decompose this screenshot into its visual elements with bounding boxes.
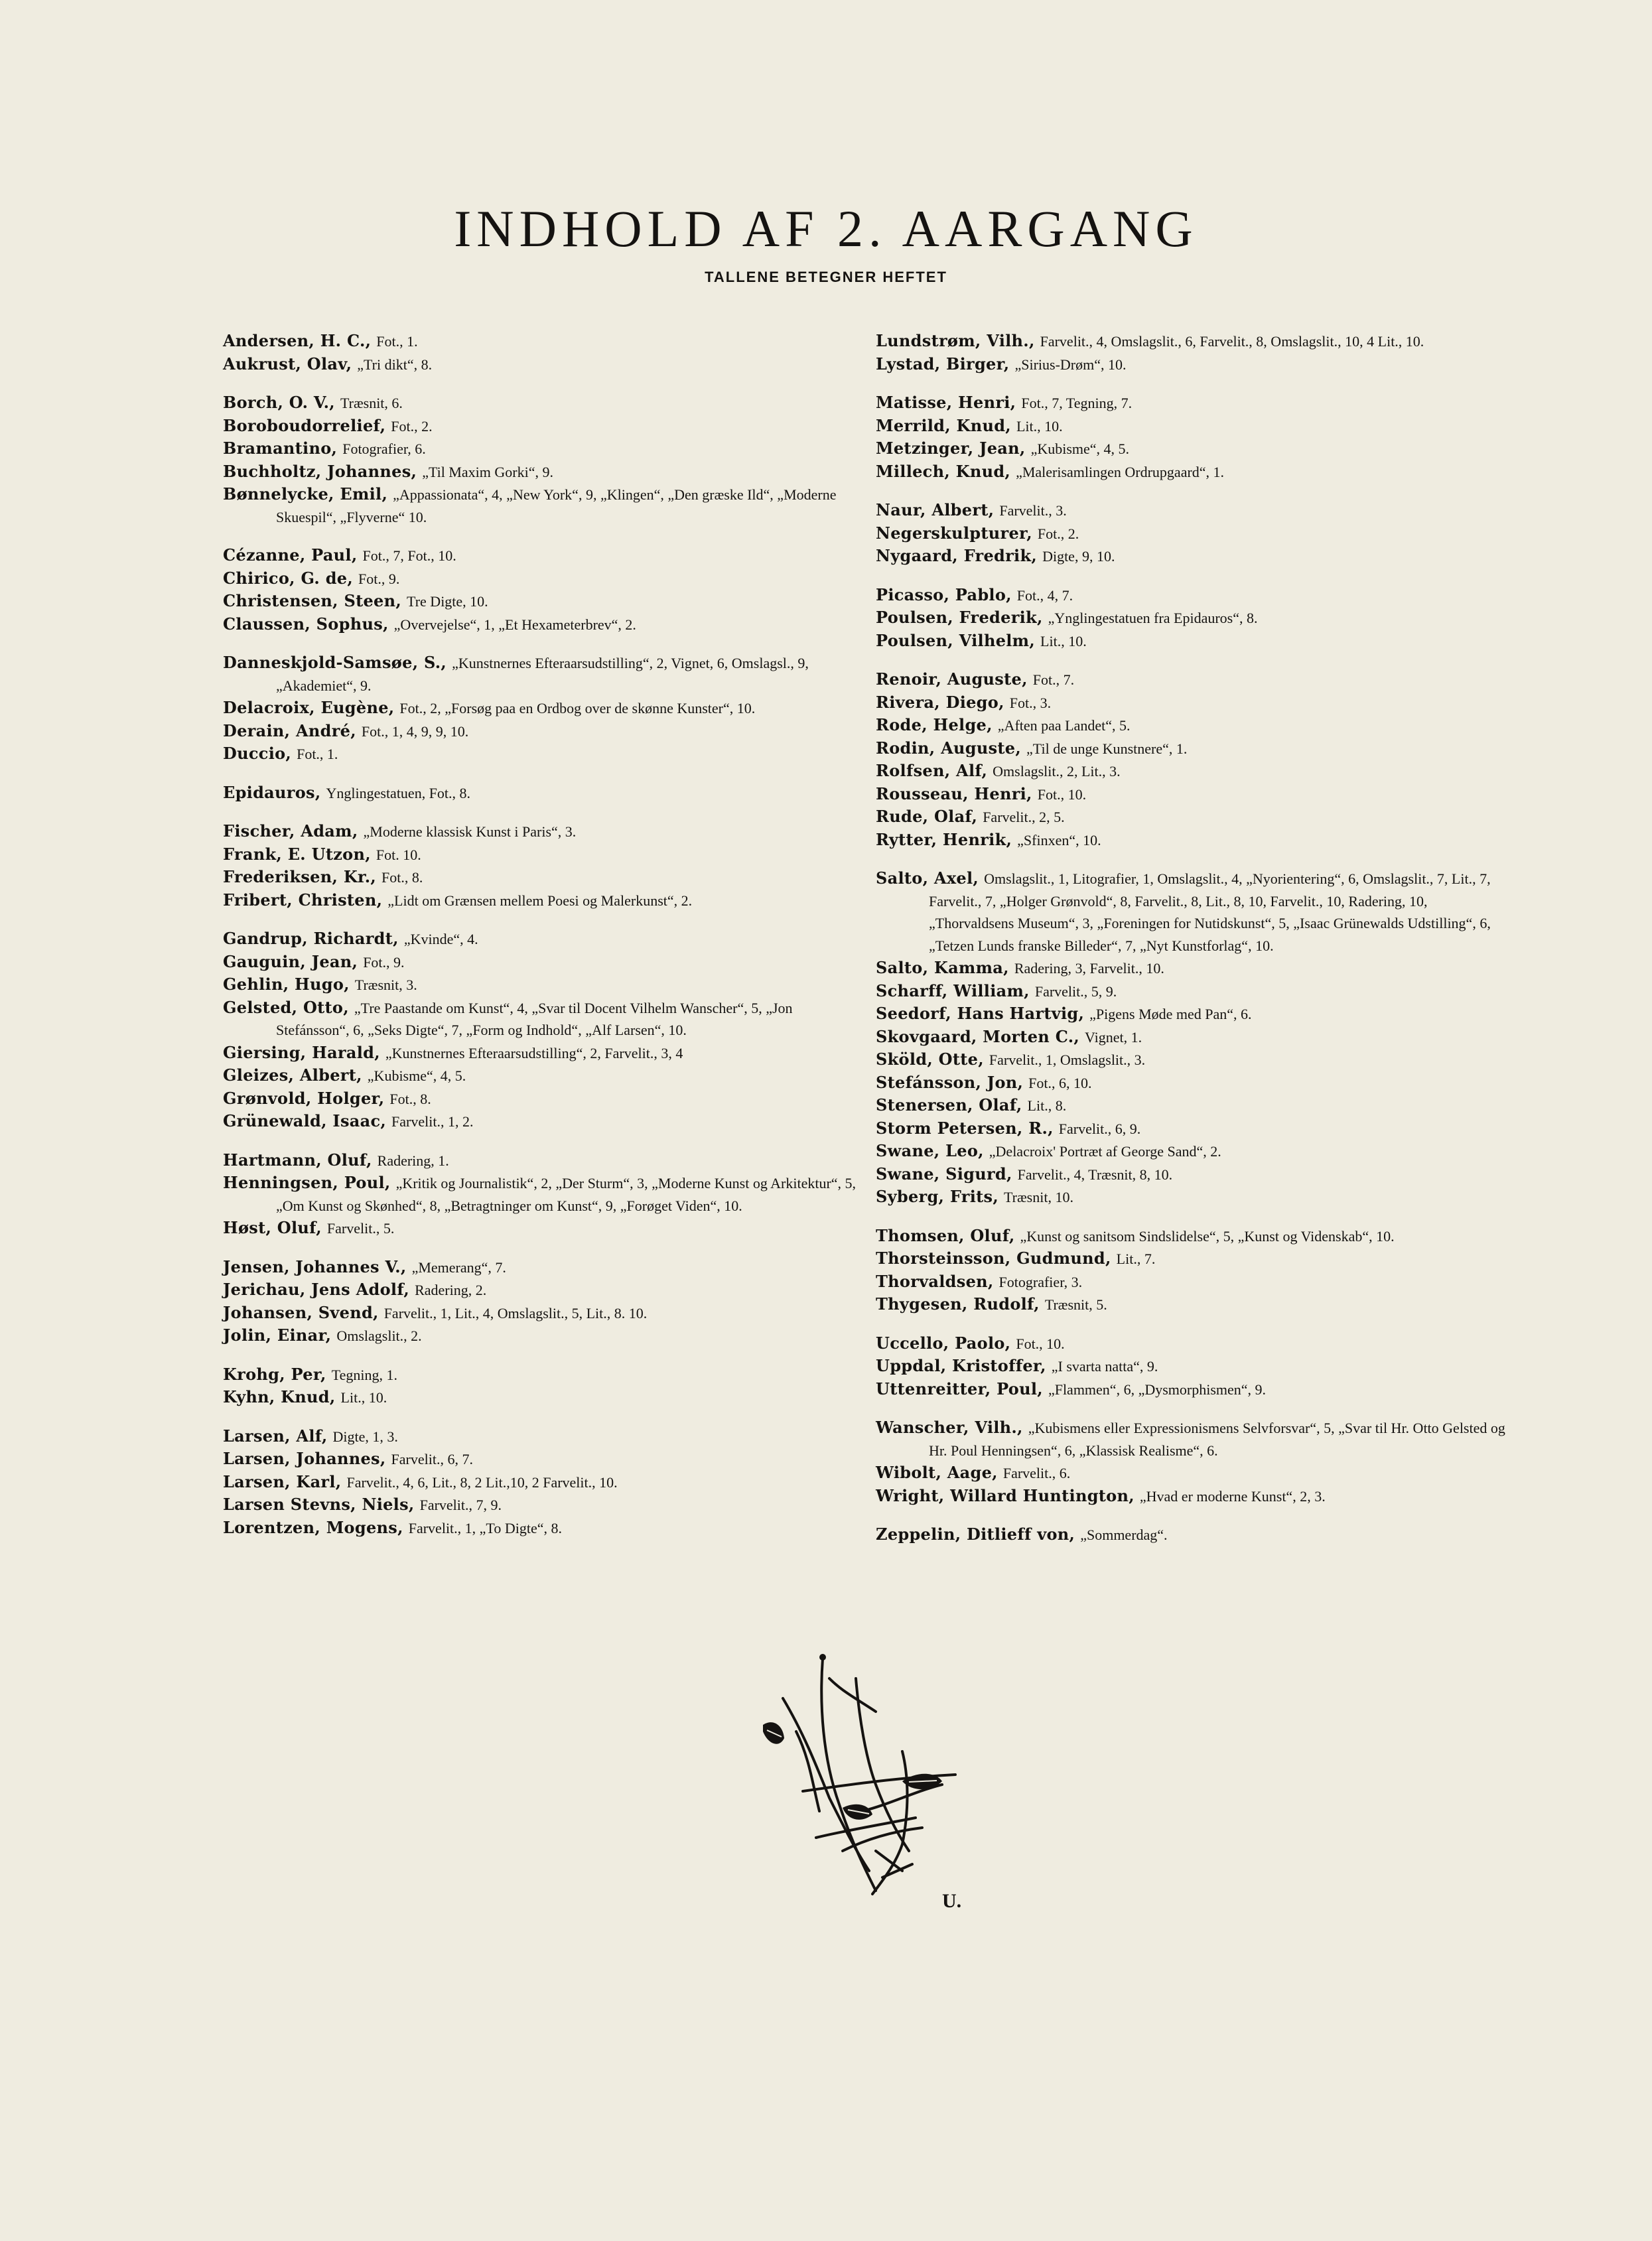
entry-description: Omslagslit., 2, Lit., 3. bbox=[993, 763, 1121, 780]
entry-description: „Kritik og Journalistik“, 2, „Der Sturm“, 3, „Moderne Kunst og Arkitektur“, 5, „Om Kunst og Skønhed“, 8, „Betragtninger om Kunst“, 9, „Forøget Viden“, 10. bbox=[276, 1175, 857, 1214]
page-subtitle: TALLENE BETEGNER HEFTET bbox=[705, 269, 947, 285]
entry-description: Fot., 1, 4, 9, 9, 10. bbox=[361, 722, 469, 740]
index-entry bbox=[876, 1248, 1513, 1271]
index-letter-group bbox=[876, 669, 1513, 852]
index-entry bbox=[223, 1111, 860, 1134]
entry-name: Derain, André, bbox=[223, 720, 356, 740]
index-entry bbox=[876, 1417, 1513, 1462]
index-letter-group bbox=[223, 330, 860, 376]
index-entry bbox=[223, 614, 860, 637]
entry-description: Digte, 9, 10. bbox=[1042, 548, 1115, 565]
entry-name: Millech, Knud, bbox=[876, 461, 1011, 481]
entry-name: Lundstrøm, Vilh., bbox=[876, 331, 1035, 350]
entry-description: „Moderne klassisk Kunst i Paris“, 3. bbox=[363, 823, 577, 840]
index-letter-group bbox=[223, 1426, 860, 1540]
entry-description: Fotografier, 3. bbox=[998, 1273, 1083, 1290]
index-letter-group bbox=[223, 1150, 860, 1241]
entry-description: „Pigens Møde med Pan“, 6. bbox=[1089, 1006, 1252, 1022]
entry-name: Negerskulpturer, bbox=[876, 523, 1032, 543]
entry-name: Larsen, Alf, bbox=[223, 1426, 328, 1446]
entry-name: Sköld, Otte, bbox=[876, 1050, 984, 1069]
entry-description: Lit., 10. bbox=[1040, 632, 1087, 649]
entry-name: Poulsen, Frederik, bbox=[876, 608, 1043, 627]
index-entry bbox=[223, 1088, 860, 1111]
entry-name: Scharff, William, bbox=[876, 981, 1030, 1000]
entry-name: Syberg, Frits, bbox=[876, 1187, 998, 1206]
entry-description: Radering, 3, Farvelit., 10. bbox=[1014, 960, 1164, 977]
entry-name: Thomsen, Oluf, bbox=[876, 1225, 1015, 1245]
entry-name: Danneskjold-Samsøe, S., bbox=[223, 653, 447, 672]
entry-description: Fot., 7, Tegning, 7. bbox=[1021, 395, 1133, 411]
entry-description: Fot., 3. bbox=[1009, 694, 1052, 711]
index-entry bbox=[876, 438, 1513, 461]
index-entry bbox=[876, 806, 1513, 829]
index-letter-group bbox=[876, 1524, 1513, 1547]
entry-description: „Kubisme“, 4, 5. bbox=[367, 1067, 466, 1084]
entry-description: Fot., 9. bbox=[358, 570, 400, 587]
index-entry bbox=[876, 868, 1513, 957]
index-entry bbox=[876, 738, 1513, 761]
index-column-left bbox=[223, 330, 860, 1556]
entry-name: Boroboudorrelief, bbox=[223, 415, 386, 435]
entry-name: Jolin, Einar, bbox=[223, 1325, 332, 1345]
index-entry bbox=[876, 1003, 1513, 1026]
entry-description: Radering, 1. bbox=[377, 1152, 449, 1169]
entry-description: Træsnit, 6. bbox=[340, 395, 403, 411]
index-entry bbox=[876, 523, 1513, 546]
entry-name: Cézanne, Paul, bbox=[223, 545, 358, 565]
entry-description: Farvelit., 1, „To Digte“, 8. bbox=[408, 1519, 562, 1536]
vignette-signature: U. bbox=[942, 1890, 962, 1912]
entry-name: Christensen, Steen, bbox=[223, 591, 402, 610]
entry-description: „Kunstnernes Efteraarsudstilling“, 2, Vignet, 6, Omslagsl., 9, „Akademiet“, 9. bbox=[276, 655, 809, 694]
index-entry bbox=[876, 1072, 1513, 1095]
entry-name: Andersen, H. C., bbox=[223, 331, 372, 350]
index-letter-group bbox=[876, 1417, 1513, 1508]
entry-name: Rode, Helge, bbox=[876, 715, 993, 734]
index-entry bbox=[876, 354, 1513, 377]
entry-name: Jensen, Johannes V., bbox=[223, 1256, 407, 1276]
index-entry bbox=[876, 760, 1513, 783]
entry-name: Buchholtz, Johannes, bbox=[223, 461, 417, 481]
index-entry bbox=[223, 1517, 860, 1540]
index-entry bbox=[876, 1355, 1513, 1379]
index-entry bbox=[876, 1294, 1513, 1317]
entry-name: Epidauros, bbox=[223, 782, 321, 802]
index-letter-group bbox=[876, 330, 1513, 376]
index-entry bbox=[223, 1172, 860, 1217]
index-letter-group bbox=[876, 1225, 1513, 1317]
entry-name: Kyhn, Knud, bbox=[223, 1387, 336, 1406]
entry-name: Stenersen, Olaf, bbox=[876, 1095, 1022, 1115]
entry-description: Fot., 6, 10. bbox=[1028, 1074, 1092, 1091]
index-entry bbox=[223, 1256, 860, 1280]
entry-description: „Lidt om Grænsen mellem Poesi og Malerkunst“, 2. bbox=[387, 892, 693, 909]
entry-description: Fot., 2. bbox=[1037, 525, 1079, 542]
index-entry bbox=[876, 1095, 1513, 1118]
index-entry bbox=[223, 844, 860, 867]
entry-description: Fot., 7, Fot., 10. bbox=[362, 547, 456, 564]
entry-name: Borch, O. V., bbox=[223, 393, 335, 412]
entry-description: Fot., 2. bbox=[391, 417, 433, 435]
index-entry bbox=[876, 461, 1513, 484]
entry-description: Træsnit, 5. bbox=[1044, 1296, 1107, 1313]
entry-name: Grünewald, Isaac, bbox=[223, 1111, 387, 1130]
entry-description: Fot., 8. bbox=[389, 1090, 431, 1107]
entry-name: Lorentzen, Mogens, bbox=[223, 1517, 403, 1537]
entry-name: Wanscher, Vilh., bbox=[876, 1418, 1023, 1437]
entry-description: Farvelit., 4, Omslagslit., 6, Farvelit., 8, Omslagslit., 10, 4 Lit., 10. bbox=[1040, 333, 1424, 350]
index-entry bbox=[876, 1140, 1513, 1164]
entry-description: „Delacroix' Portræt af George Sand“, 2. bbox=[989, 1143, 1221, 1160]
entry-name: Rytter, Henrik, bbox=[876, 829, 1012, 849]
index-entry bbox=[223, 1494, 860, 1517]
entry-description: Fot., 8. bbox=[381, 869, 423, 886]
index-entry bbox=[876, 692, 1513, 715]
entry-description: Farvelit., 5. bbox=[326, 1220, 395, 1237]
entry-name: Poulsen, Vilhelm, bbox=[876, 630, 1036, 650]
index-entry bbox=[876, 500, 1513, 523]
entry-name: Thygesen, Rudolf, bbox=[876, 1294, 1040, 1314]
entry-name: Uppdal, Kristoffer, bbox=[876, 1356, 1046, 1375]
entry-description: „Ynglingestatuen fra Epidauros“, 8. bbox=[1048, 610, 1258, 626]
entry-name: Fribert, Christen, bbox=[223, 890, 383, 910]
entry-description: Farvelit., 1, Lit., 4, Omslagslit., 5, Lit., 8. 10. bbox=[383, 1304, 648, 1322]
index-entry bbox=[223, 1325, 860, 1348]
entry-description: Farvelit., 6, 9. bbox=[1058, 1120, 1141, 1137]
entry-description: „Flammen“, 6, „Dysmorphismen“, 9. bbox=[1048, 1381, 1267, 1398]
index-entry bbox=[223, 415, 860, 439]
entry-description: „Tre Paastande om Kunst“, 4, „Svar til Docent Vilhelm Wanscher“, 5, „Jon Stefánsson“, 6, „Seks Digte“, 7, „Form og Indhold“, „Alf Larsen“, 10. bbox=[276, 999, 793, 1038]
page-title: INDHOLD AF 2. AARGANG bbox=[454, 200, 1198, 257]
entry-name: Thorvaldsen, bbox=[876, 1271, 994, 1291]
entry-name: Grønvold, Holger, bbox=[223, 1088, 385, 1108]
entry-description: Farvelit., 6, 7. bbox=[391, 1451, 473, 1467]
entry-description: Lit., 8. bbox=[1027, 1097, 1067, 1114]
entry-description: Omslagslit., 2. bbox=[336, 1327, 422, 1344]
entry-name: Krohg, Per, bbox=[223, 1364, 326, 1384]
index-entry bbox=[876, 1164, 1513, 1187]
index-entry bbox=[223, 1364, 860, 1387]
entry-description: Farvelit., 2, 5. bbox=[983, 809, 1065, 825]
index-column-right bbox=[876, 330, 1513, 1563]
entry-name: Larsen, Karl, bbox=[223, 1471, 342, 1491]
entry-description: „Til Maxim Gorki“, 9. bbox=[422, 463, 553, 480]
entry-name: Høst, Oluf, bbox=[223, 1218, 322, 1237]
index-letter-group bbox=[876, 392, 1513, 484]
entry-description: Fotografier, 6. bbox=[342, 441, 426, 457]
index-entry bbox=[876, 1225, 1513, 1249]
index-entry bbox=[876, 1186, 1513, 1209]
entry-name: Rolfsen, Alf, bbox=[876, 761, 988, 780]
entry-description: Tre Digte, 10. bbox=[407, 593, 488, 610]
entry-name: Salto, Axel, bbox=[876, 868, 979, 888]
entry-description: Ynglingestatuen, Fot., 8. bbox=[326, 784, 471, 801]
entry-description: „Hvad er moderne Kunst“, 2, 3. bbox=[1139, 1487, 1326, 1505]
entry-name: Swane, Leo, bbox=[876, 1141, 984, 1160]
index-entry bbox=[223, 890, 860, 913]
entry-description: Omslagslit., 1, Litografier, 1, Omslagslit., 4, „Nyorientering“, 6, Omslagslit., 7, Lit., 7, Farvelit., 7, „Holger Grønvold“, 8, Farvelit., 8, Lit., 8, 10, Farvelit., 10, Radering, 10, „Thorvaldsens Museum“, 3, „Foreningen for Nutidskunst“, 5, „Isaac Grünewalds Udstilling“, 6, „Tetzen Lunds franske Billeder“, 7, „Nyt Kunstforlag“, 10. bbox=[929, 870, 1491, 954]
index-entry bbox=[223, 997, 860, 1042]
entry-description: „Malerisamlingen Ordrupgaard“, 1. bbox=[1016, 463, 1225, 480]
index-entry bbox=[223, 438, 860, 461]
index-letter-group bbox=[876, 584, 1513, 653]
entry-name: Seedorf, Hans Hartvig, bbox=[876, 1004, 1085, 1023]
index-letter-group bbox=[223, 1364, 860, 1410]
index-entry bbox=[876, 392, 1513, 415]
entry-name: Gleizes, Albert, bbox=[223, 1065, 362, 1085]
entry-description: Træsnit, 10. bbox=[1004, 1189, 1073, 1205]
index-entry bbox=[223, 1302, 860, 1325]
entry-description: „Kunstnernes Efteraarsudstilling“, 2, Farvelit., 3, 4 bbox=[385, 1044, 683, 1061]
entry-name: Skovgaard, Morten C., bbox=[876, 1026, 1080, 1046]
entry-description: Farvelit., 4, 6, Lit., 8, 2 Lit.,10, 2 Farvelit., 10. bbox=[346, 1473, 618, 1491]
index-letter-group bbox=[223, 928, 860, 1134]
entry-name: Claussen, Sophus, bbox=[223, 614, 389, 634]
entry-description: Digte, 1, 3. bbox=[332, 1428, 398, 1445]
index-entry bbox=[223, 821, 860, 844]
index-entry bbox=[876, 607, 1513, 630]
index-letter-group bbox=[223, 392, 860, 529]
index-entry bbox=[223, 568, 860, 591]
entry-description: Træsnit, 3. bbox=[354, 977, 417, 993]
entry-name: Bønnelycke, Emil, bbox=[223, 484, 388, 504]
index-entry bbox=[223, 461, 860, 484]
index-entry bbox=[876, 1049, 1513, 1072]
entry-name: Frank, E. Utzon, bbox=[223, 844, 371, 864]
entry-description: Farvelit., 5, 9. bbox=[1034, 983, 1117, 1000]
entry-description: Lit., 10. bbox=[1016, 417, 1063, 435]
entry-name: Larsen, Johannes, bbox=[223, 1449, 386, 1468]
entry-name: Bramantino, bbox=[223, 439, 338, 458]
entry-description: Fot. 10. bbox=[376, 846, 421, 863]
entry-description: Vignet, 1. bbox=[1085, 1028, 1142, 1046]
index-letter-group bbox=[223, 821, 860, 912]
entry-description: „Sirius-Drøm“, 10. bbox=[1014, 356, 1127, 373]
index-entry bbox=[876, 1379, 1513, 1402]
entry-description: Farvelit., 1, 2. bbox=[391, 1113, 474, 1130]
entry-name: Uttenreitter, Poul, bbox=[876, 1379, 1043, 1398]
entry-name: Gandrup, Richardt, bbox=[223, 929, 399, 948]
index-letter-group bbox=[876, 1333, 1513, 1402]
entry-name: Rude, Olaf, bbox=[876, 807, 978, 826]
index-entry bbox=[876, 957, 1513, 981]
index-entry bbox=[876, 1333, 1513, 1356]
entry-name: Nygaard, Fredrik, bbox=[876, 546, 1038, 565]
index-entry bbox=[223, 330, 860, 354]
index-entry bbox=[876, 584, 1513, 608]
entry-description: Fot., 10. bbox=[1016, 1335, 1065, 1352]
entry-description: Fot., 4, 7. bbox=[1016, 586, 1073, 604]
entry-description: Farvelit., 6. bbox=[1002, 1465, 1071, 1481]
index-entry bbox=[223, 1387, 860, 1410]
entry-name: Renoir, Auguste, bbox=[876, 669, 1028, 689]
entry-description: „I svarta natta“, 9. bbox=[1051, 1358, 1158, 1375]
index-entry bbox=[876, 981, 1513, 1004]
entry-description: „Kubisme“, 4, 5. bbox=[1030, 441, 1130, 457]
index-letter-group bbox=[876, 500, 1513, 569]
index-entry bbox=[223, 782, 860, 805]
entry-description: Fot., 7. bbox=[1032, 671, 1075, 688]
entry-description: „Kubismens eller Expressionismens Selvforsvar“, 5, „Svar til Hr. Otto Gelsted og Hr. Poul Henningsen“, 6, „Klassisk Realisme“, 6. bbox=[929, 1420, 1505, 1459]
index-entry bbox=[223, 354, 860, 377]
index-entry bbox=[223, 1279, 860, 1302]
index-entry bbox=[876, 1462, 1513, 1485]
index-entry bbox=[223, 1471, 860, 1495]
index-entry bbox=[876, 829, 1513, 852]
index-entry bbox=[223, 652, 860, 697]
index-letter-group bbox=[223, 545, 860, 636]
entry-description: Farvelit., 4, Træsnit, 8, 10. bbox=[1017, 1166, 1173, 1183]
index-entry bbox=[223, 1150, 860, 1173]
entry-description: Lit., 10. bbox=[340, 1389, 387, 1406]
entry-description: Tegning, 1. bbox=[331, 1366, 397, 1383]
entry-name: Wright, Willard Huntington, bbox=[876, 1485, 1135, 1505]
entry-name: Henningsen, Poul, bbox=[223, 1173, 391, 1192]
index-entry bbox=[223, 951, 860, 975]
entry-name: Zeppelin, Ditlieff von, bbox=[876, 1525, 1075, 1544]
entry-name: Lystad, Birger, bbox=[876, 354, 1010, 374]
entry-name: Hartmann, Oluf, bbox=[223, 1150, 372, 1170]
index-entry bbox=[223, 1217, 860, 1241]
index-letter-group bbox=[223, 782, 860, 805]
entry-name: Delacroix, Eugène, bbox=[223, 698, 395, 717]
index-letter-group bbox=[876, 868, 1513, 1209]
index-entry bbox=[876, 1524, 1513, 1547]
entry-name: Gelsted, Otto, bbox=[223, 997, 349, 1017]
entry-name: Salto, Kamma, bbox=[876, 958, 1009, 977]
entry-description: Fot., 2, „Forsøg paa en Ordbog over de skønne Kunster“, 10. bbox=[399, 700, 756, 716]
entry-name: Thorsteinsson, Gudmund, bbox=[876, 1249, 1111, 1268]
index-entry bbox=[223, 720, 860, 744]
entry-description: Farvelit., 7, 9. bbox=[419, 1497, 502, 1513]
entry-name: Metzinger, Jean, bbox=[876, 439, 1026, 458]
entry-description: Radering, 2. bbox=[415, 1282, 487, 1298]
entry-description: Fot., 10. bbox=[1037, 785, 1087, 803]
entry-name: Giersing, Harald, bbox=[223, 1042, 380, 1062]
entry-name: Stefánsson, Jon, bbox=[876, 1072, 1024, 1092]
entry-name: Gauguin, Jean, bbox=[223, 951, 358, 971]
index-entry bbox=[876, 714, 1513, 738]
entry-description: „Appassionata“, 4, „New York“, 9, „Klingen“, „Den græske Ild“, „Moderne Skuespil“, „Flyverne“ 10. bbox=[276, 486, 837, 525]
entry-name: Chirico, G. de, bbox=[223, 568, 354, 588]
entry-description: „Til de unge Kunstnere“, 1. bbox=[1026, 740, 1188, 757]
entry-name: Naur, Albert, bbox=[876, 500, 995, 519]
entry-name: Matisse, Henri, bbox=[876, 393, 1016, 412]
entry-description: Lit., 7. bbox=[1116, 1251, 1156, 1267]
entry-name: Fischer, Adam, bbox=[223, 821, 358, 841]
index-entry bbox=[876, 783, 1513, 807]
entry-name: Wibolt, Aage, bbox=[876, 1463, 998, 1482]
index-entry bbox=[223, 1426, 860, 1449]
entry-description: Farvelit., 1, Omslagslit., 3. bbox=[989, 1052, 1146, 1068]
index-entry bbox=[223, 866, 860, 890]
index-entry bbox=[223, 974, 860, 997]
entry-description: „Kvinde“, 4. bbox=[403, 931, 478, 947]
index-entry bbox=[223, 484, 860, 529]
index-entry bbox=[223, 392, 860, 415]
index-entry bbox=[223, 545, 860, 568]
entry-name: Aukrust, Olav, bbox=[223, 354, 352, 374]
index-entry bbox=[876, 669, 1513, 692]
vignette-drawing bbox=[743, 1652, 1008, 1917]
entry-name: Rousseau, Henri, bbox=[876, 783, 1032, 803]
entry-description: „Kunst og sanitsom Sindslidelse“, 5, „Kunst og Videnskab“, 10. bbox=[1020, 1227, 1395, 1245]
entry-name: Jerichau, Jens Adolf, bbox=[223, 1280, 410, 1299]
entry-name: Merrild, Knud, bbox=[876, 415, 1011, 435]
entry-description: Fot., 1. bbox=[376, 333, 418, 350]
entry-name: Larsen Stevns, Niels, bbox=[223, 1495, 415, 1514]
entry-description: Farvelit., 3. bbox=[999, 502, 1067, 519]
index-entry bbox=[876, 330, 1513, 354]
index-entry bbox=[223, 1042, 860, 1065]
index-entry bbox=[876, 415, 1513, 439]
index-entry bbox=[223, 928, 860, 951]
entry-name: Johansen, Svend, bbox=[223, 1302, 379, 1322]
index-entry bbox=[223, 1448, 860, 1471]
entry-name: Frederiksen, Kr., bbox=[223, 867, 377, 886]
index-letter-group bbox=[223, 1256, 860, 1348]
entry-name: Uccello, Paolo, bbox=[876, 1333, 1011, 1353]
entry-description: „Memerang“, 7. bbox=[411, 1258, 506, 1276]
index-entry bbox=[876, 1271, 1513, 1294]
index-entry bbox=[223, 697, 860, 720]
entry-description: „Aften paa Landet“, 5. bbox=[997, 717, 1131, 734]
entry-description: Fot., 9. bbox=[363, 953, 405, 971]
entry-description: „Overvejelse“, 1, „Et Hexameterbrev“, 2. bbox=[393, 616, 636, 633]
index-entry bbox=[876, 545, 1513, 569]
index-entry bbox=[876, 1118, 1513, 1141]
index-entry bbox=[223, 743, 860, 766]
entry-name: Rivera, Diego, bbox=[876, 692, 1004, 712]
entry-name: Duccio, bbox=[223, 744, 292, 763]
index-entry bbox=[223, 590, 860, 614]
entry-name: Picasso, Pablo, bbox=[876, 584, 1012, 604]
entry-description: „Sommerdag“. bbox=[1080, 1527, 1168, 1543]
index-letter-group bbox=[223, 652, 860, 766]
entry-name: Swane, Sigurd, bbox=[876, 1164, 1012, 1184]
entry-name: Rodin, Auguste, bbox=[876, 738, 1022, 758]
index-entry bbox=[876, 630, 1513, 653]
entry-name: Gehlin, Hugo, bbox=[223, 975, 350, 994]
entry-description: „Tri dikt“, 8. bbox=[357, 356, 433, 373]
index-entry bbox=[876, 1026, 1513, 1050]
index-entry bbox=[876, 1485, 1513, 1509]
entry-description: „Sfinxen“, 10. bbox=[1017, 831, 1101, 849]
entry-name: Storm Petersen, R., bbox=[876, 1118, 1054, 1138]
entry-description: Fot., 1. bbox=[297, 746, 338, 762]
index-entry bbox=[223, 1065, 860, 1088]
